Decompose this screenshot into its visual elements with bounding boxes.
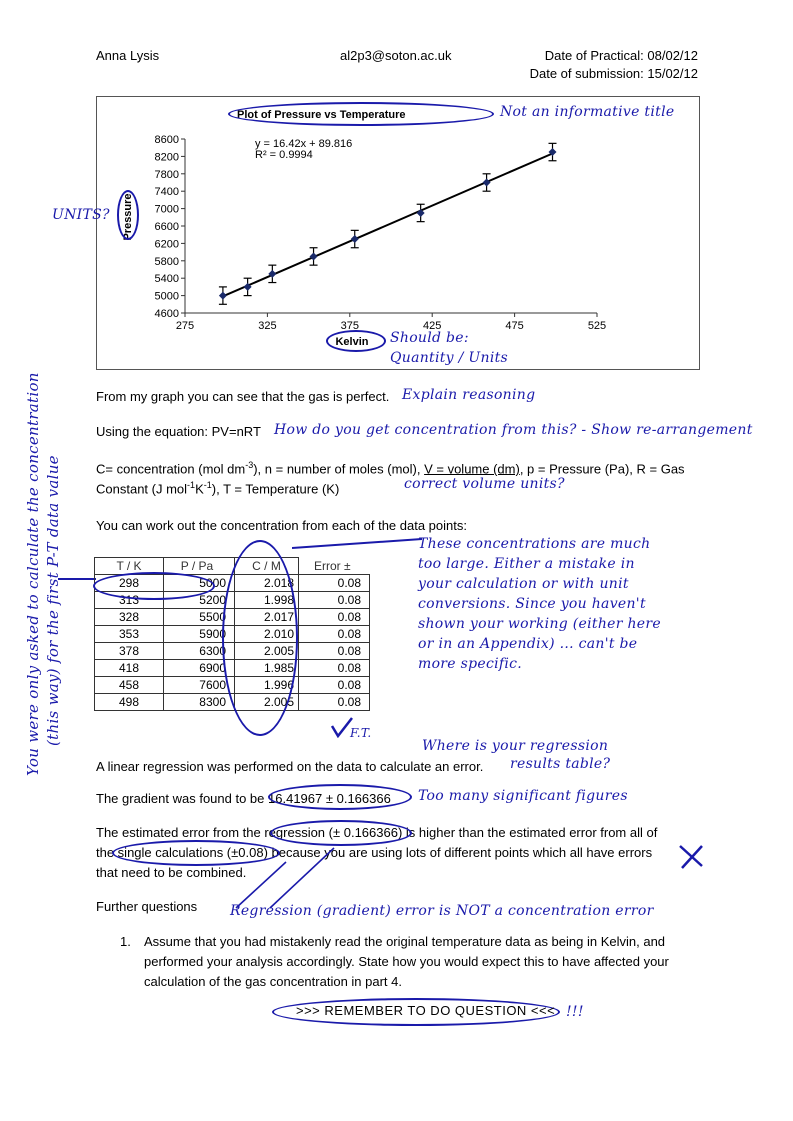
para-work-out: You can work out the concentration from each of the data points: xyxy=(96,518,467,533)
para-definitions-2 xyxy=(96,475,339,499)
cell-temperature: 378 xyxy=(95,643,164,660)
further-questions-heading: Further questions xyxy=(96,899,198,914)
volume-underline: V = volume (dm) xyxy=(424,461,520,477)
y-tick-label: 8600 xyxy=(154,134,179,146)
cell-error: 0.08 xyxy=(299,626,370,643)
cell-concentration: 2.018 xyxy=(235,575,299,592)
cell-pressure: 6300 xyxy=(164,643,235,660)
y-axis-label: Pressure xyxy=(122,193,134,241)
def-sup: -1 xyxy=(203,480,212,490)
cell-error: 0.08 xyxy=(299,694,370,711)
x-axis-label: Kelvin xyxy=(335,336,369,348)
note-regression-error: Regression (gradient) error is NOT a concentration error xyxy=(230,903,654,919)
cell-pressure: 5500 xyxy=(164,609,235,626)
xlabel-circle xyxy=(326,330,386,352)
y-tick-label: 6200 xyxy=(154,238,179,251)
cell-error: 0.08 xyxy=(299,660,370,677)
cell-temperature: 418 xyxy=(95,660,164,677)
gradient-circle xyxy=(268,784,412,810)
note-title: Not an informative title xyxy=(500,104,675,120)
para-error-3: that need to be combined. xyxy=(96,865,247,880)
header-temperature: T / K xyxy=(95,558,164,575)
header-error: Error ± xyxy=(313,558,351,573)
x-tick-label: 375 xyxy=(340,320,359,332)
date-submission: Date of submission: 15/02/12 xyxy=(529,66,698,81)
data-point xyxy=(351,235,359,243)
cell-temperature: 313 xyxy=(95,592,164,609)
x-tick-label: 525 xyxy=(587,320,607,332)
y-tick-label: 4600 xyxy=(154,308,179,320)
cell-pressure: 6900 xyxy=(164,660,235,677)
r-squared: R² = 0.9994 xyxy=(255,149,313,161)
ylabel-circle xyxy=(117,190,139,240)
note-line: more specific. xyxy=(418,656,523,672)
cell-temperature: 328 xyxy=(95,609,164,626)
cell-temperature: 458 xyxy=(95,677,164,694)
header-concentration: C / M xyxy=(235,558,299,575)
header-pressure: P / Pa xyxy=(164,558,235,575)
x-tick-label: 275 xyxy=(175,320,195,332)
chart-title: Plot of Pressure vs Temperature xyxy=(237,109,406,121)
cross-icon xyxy=(676,842,706,870)
side-note-arrow xyxy=(58,572,98,586)
note-units: UNITS? xyxy=(52,207,110,223)
cell-concentration: 2.005 xyxy=(235,694,299,711)
def-text: K xyxy=(195,481,204,497)
author-name: Anna Lysis xyxy=(96,48,160,63)
cell-concentration: 2.005 xyxy=(235,643,299,660)
def-text: ), n = number of moles (mol), xyxy=(253,461,425,477)
cell-pressure: 5900 xyxy=(164,626,235,643)
cell-error: 0.08 xyxy=(299,592,370,609)
gradient-text: The gradient was found to be xyxy=(96,791,269,806)
cell-pressure: 5200 xyxy=(164,592,235,609)
def-text: , p = Pressure (Pa), R = Gas xyxy=(519,461,685,477)
reminder-text: >>> REMEMBER TO DO QUESTION <<< xyxy=(296,1003,556,1018)
cell-concentration: 1.998 xyxy=(235,592,299,609)
concentration-arrow xyxy=(292,536,424,550)
chart-frame xyxy=(96,96,700,370)
title-circle xyxy=(228,102,494,126)
def-text: C= concentration (mol dm xyxy=(96,461,246,477)
cell-error: 0.08 xyxy=(299,677,370,694)
cell-concentration: 1.996 xyxy=(235,677,299,694)
question-number: 1. xyxy=(120,934,131,949)
note-explain: Explain reasoning xyxy=(402,387,536,403)
cell-error: 0.08 xyxy=(299,643,370,660)
para-regression: A linear regression was performed on the data to calculate an error. xyxy=(96,759,484,774)
cell-pressure: 5000 xyxy=(164,575,235,592)
question-text: Assume that you had mistakenly read the original temperature data as being in Kelvin, and performed your analysis accordingly. State how you would expect this to have affected your calculation of the gas concentration in part 4. xyxy=(144,934,669,989)
note-concentrations xyxy=(418,534,661,674)
cell-temperature: 353 xyxy=(95,626,164,643)
note-line: your calculation or with unit xyxy=(418,576,629,592)
y-tick-label: 5800 xyxy=(154,255,179,268)
author-email: al2p3@soton.ac.uk xyxy=(340,48,452,63)
cell-concentration: 2.017 xyxy=(235,609,299,626)
x-tick-label: 325 xyxy=(258,320,277,332)
side-note-line2: (this way) for the first P-T data value xyxy=(44,455,62,746)
y-tick-label: 7000 xyxy=(154,203,179,216)
date-practical: Date of Practical: 08/02/12 xyxy=(544,48,698,63)
cell-pressure: 7600 xyxy=(164,677,235,694)
y-tick-label: 6600 xyxy=(154,221,179,233)
y-tick-label: 7400 xyxy=(154,186,179,199)
note-line: These concentrations are much xyxy=(418,536,651,552)
def-sup: -3 xyxy=(245,460,254,470)
data-point xyxy=(219,292,227,300)
note-line: too large. Either a mistake in xyxy=(418,556,635,572)
y-tick-label: 5000 xyxy=(154,290,179,303)
gradient-value: 16.41967 ± 0.166366 xyxy=(268,791,391,806)
note-sigfig: Too many significant figures xyxy=(418,788,628,804)
note-should-be: Should be: xyxy=(390,330,469,346)
note-ft: F.T. xyxy=(350,726,372,740)
cell-temperature: 298 xyxy=(95,575,164,592)
cell-error: 0.08 xyxy=(299,609,370,626)
x-tick-label: 475 xyxy=(505,320,524,332)
note-line: conversions. Since you haven't xyxy=(418,596,646,612)
cell-pressure: 8300 xyxy=(164,694,235,711)
data-point xyxy=(483,179,491,187)
y-tick-label: 5400 xyxy=(154,273,179,286)
def-sup: -1 xyxy=(187,480,196,490)
note-line: shown your working (either here xyxy=(418,616,661,632)
note-concentration: How do you get concentration from this? - Show re-arrangement xyxy=(274,422,753,438)
note-line: or in an Appendix) ... can't be xyxy=(418,636,638,652)
para-perfect-gas: From my graph you can see that the gas is perfect. xyxy=(96,389,390,404)
cell-error: 0.08 xyxy=(299,575,370,592)
regression-arrows xyxy=(230,842,340,910)
y-tick-label: 8200 xyxy=(154,151,179,164)
def-text: ), T = Temperature (K) xyxy=(211,481,340,497)
y-tick-label: 7800 xyxy=(154,168,179,181)
side-note-line1: You were only asked to calculate the concentration xyxy=(24,372,42,776)
cell-temperature: 498 xyxy=(95,694,164,711)
concentration-column-circle xyxy=(222,540,298,736)
note-regression-table-2: results table? xyxy=(510,756,611,772)
trendline-equation: y = 16.42x + 89.816 xyxy=(255,138,353,150)
para-equation: Using the equation: PV=nRT xyxy=(96,424,261,439)
x-tick-label: 425 xyxy=(423,320,442,332)
def-text: Constant (J mol xyxy=(96,481,188,497)
first-row-circle xyxy=(93,572,215,600)
note-quantity-units: Quantity / Units xyxy=(390,350,509,366)
cell-concentration: 2.010 xyxy=(235,626,299,643)
note-regression-table-1: Where is your regression xyxy=(422,738,609,754)
cell-concentration: 1.985 xyxy=(235,660,299,677)
para-error-2: the single calculations (±0.08) because you are using lots of different points which all have errors xyxy=(96,845,653,860)
para-error-1: The estimated error from the regression (± 0.166366) is higher than the estimated error from all of xyxy=(96,825,658,840)
note-volume-units: correct volume units? xyxy=(404,476,565,492)
note-exclaim: !!! xyxy=(566,1004,584,1020)
